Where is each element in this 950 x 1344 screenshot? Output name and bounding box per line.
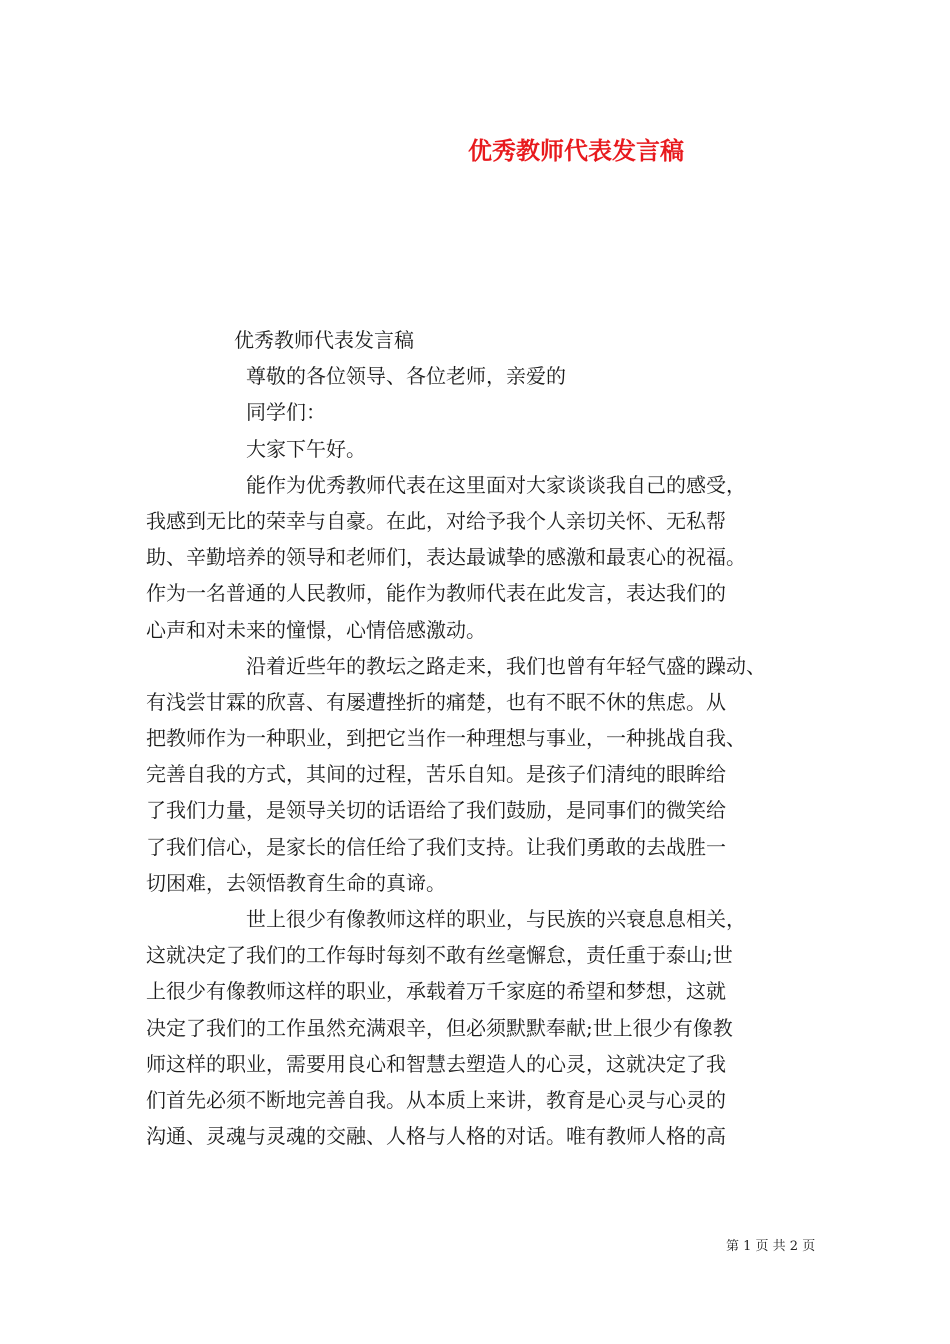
text-line: 世上很少有像教师这样的职业，与民族的兴衰息息相关， bbox=[246, 907, 746, 931]
text-line: 上很少有像教师这样的职业，承载着万千家庭的希望和梦想，这就 bbox=[146, 979, 726, 1004]
page-footer: 第 1 页 共 2 页 bbox=[726, 1239, 816, 1254]
text-line: 助、辛勤培养的领导和老师们，表达最诚挚的感激和最衷心的祝福。 bbox=[146, 545, 746, 570]
text-line: 大家下午好。 bbox=[246, 436, 366, 461]
text-line: 把教师作为一种职业，到把它当作一种理想与事业，一种挑战自我、 bbox=[146, 726, 746, 751]
text-line: 沿着近些年的教坛之路走来，我们也曾有年轻气盛的躁动、 bbox=[246, 653, 766, 678]
document-title: 优秀教师代表发言稿 bbox=[468, 136, 684, 165]
text-line: 们首先必须不断地完善自我。从本质上来讲，教育是心灵与心灵的 bbox=[146, 1087, 726, 1112]
text-line: 沟通、灵魂与灵魂的交融、人格与人格的对话。唯有教师人格的高 bbox=[146, 1124, 726, 1149]
document-heading-line: 优秀教师代表发言稿 bbox=[234, 328, 414, 352]
text-line: 了我们信心，是家长的信任给了我们支持。让我们勇敢的去战胜一 bbox=[146, 834, 726, 859]
text-line: 这就决定了我们的工作每时每刻不敢有丝毫懈怠，责任重于泰山;世 bbox=[146, 943, 733, 968]
text-line: 作为一名普通的人民教师，能作为教师代表在此发言，表达我们的 bbox=[146, 581, 726, 606]
text-line: 心声和对未来的憧憬，心情倍感激动。 bbox=[146, 617, 486, 642]
document-body bbox=[146, 322, 826, 1154]
text-line: 了我们力量，是领导关切的话语给了我们鼓励，是同事们的微笑给 bbox=[146, 798, 726, 823]
text-line: 我感到无比的荣幸与自豪。在此，对给予我个人亲切关怀、无私帮 bbox=[146, 508, 726, 533]
text-line: 切困难，去领悟教育生命的真谛。 bbox=[146, 870, 446, 895]
text-line: 完善自我的方式，其间的过程，苦乐自知。是孩子们清纯的眼眸给 bbox=[146, 762, 726, 787]
text-line: 师这样的职业，需要用良心和智慧去塑造人的心灵，这就决定了我 bbox=[146, 1051, 726, 1076]
text-line: 有浅尝甘霖的欣喜、有屡遭挫折的痛楚，也有不眠不休的焦虑。从 bbox=[146, 689, 726, 714]
text-line: 同学们： bbox=[246, 400, 326, 425]
text-line: 能作为优秀教师代表在这里面对大家谈谈我自己的感受， bbox=[246, 472, 746, 497]
text-line: 决定了我们的工作虽然充满艰辛，但必须默默奉献;世上很少有像教 bbox=[146, 1015, 733, 1040]
text-line: 尊敬的各位领导、各位老师，亲爱的 bbox=[246, 364, 566, 389]
